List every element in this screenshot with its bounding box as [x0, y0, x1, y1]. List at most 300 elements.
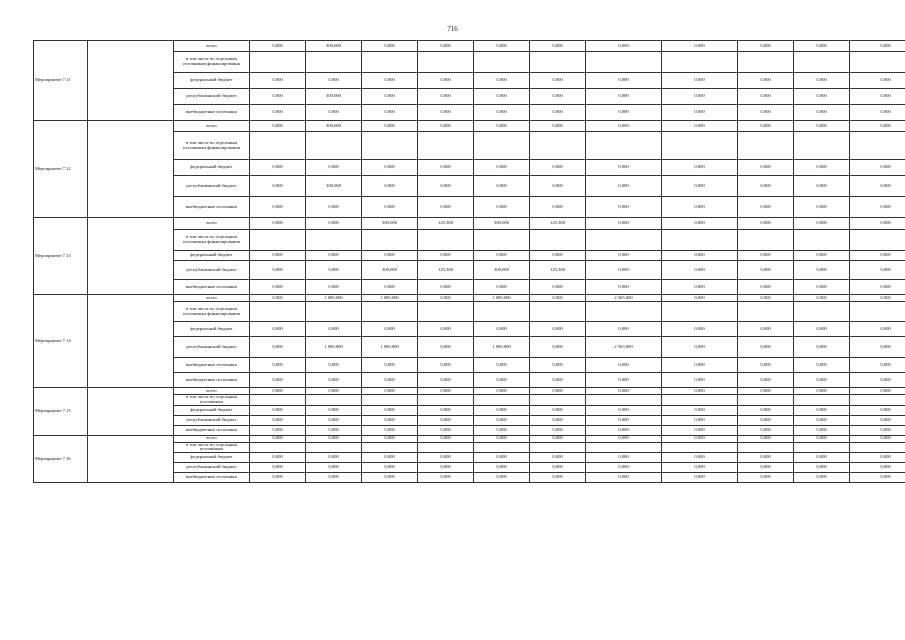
- amount-cell: 0,000: [530, 463, 586, 473]
- financing-table: [33, 40, 905, 483]
- amount-cell: 0,000: [850, 280, 905, 295]
- amount-cell: 0,000: [794, 425, 850, 435]
- amount-cell: 0,000: [362, 473, 418, 483]
- amount-cell: 0,000: [418, 251, 474, 261]
- amount-cell: 0,000: [662, 463, 738, 473]
- amount-cell: [362, 230, 418, 251]
- amount-cell: [474, 132, 530, 160]
- table-row: [34, 41, 905, 52]
- amount-cell: 0,000: [586, 261, 662, 280]
- funding-source: федеральный бюджет: [174, 73, 250, 89]
- amount-cell: 0,000: [530, 89, 586, 105]
- amount-cell: 0,000: [850, 358, 905, 373]
- amount-cell: 0,000: [738, 73, 794, 89]
- amount-cell: 125,300: [418, 218, 474, 230]
- amount-cell: 2 565,000: [586, 337, 662, 358]
- amount-cell: 0,000: [362, 463, 418, 473]
- amount-cell: [794, 302, 850, 322]
- amount-cell: 0,000: [306, 280, 362, 295]
- amount-cell: 0,000: [250, 251, 306, 261]
- amount-cell: 0,000: [794, 121, 850, 132]
- amount-cell: 0,000: [362, 251, 418, 261]
- amount-cell: 0,000: [662, 435, 738, 442]
- amount-cell: 0,000: [794, 453, 850, 463]
- table-row: [34, 218, 905, 230]
- amount-cell: 0,000: [306, 160, 362, 176]
- amount-cell: 0,000: [530, 176, 586, 197]
- amount-cell: 0,000: [850, 261, 905, 280]
- amount-cell: 0,000: [586, 176, 662, 197]
- amount-cell: 0,000: [662, 322, 738, 337]
- amount-cell: 0,000: [474, 197, 530, 218]
- amount-cell: [738, 395, 794, 406]
- funding-source: в том числе по отдельным источникам финансирования: [174, 230, 250, 251]
- amount-cell: 0,000: [662, 73, 738, 89]
- amount-cell: 0,000: [850, 89, 905, 105]
- amount-cell: 0,000: [794, 337, 850, 358]
- funding-source: всего: [174, 41, 250, 52]
- amount-cell: 0,000: [586, 453, 662, 463]
- amount-cell: 0,000: [794, 358, 850, 373]
- amount-cell: 0,000: [794, 388, 850, 395]
- amount-cell: 0,000: [474, 41, 530, 52]
- amount-cell: 0,000: [586, 121, 662, 132]
- amount-cell: 0,000: [738, 415, 794, 425]
- amount-cell: 0,000: [474, 322, 530, 337]
- table-row: [34, 435, 905, 442]
- amount-cell: [418, 442, 474, 453]
- amount-cell: 0,000: [738, 337, 794, 358]
- amount-cell: 0,000: [586, 160, 662, 176]
- amount-cell: [530, 302, 586, 322]
- amount-cell: [306, 52, 362, 73]
- amount-cell: 0,000: [362, 197, 418, 218]
- amount-cell: 0,000: [530, 453, 586, 463]
- amount-cell: 2 565,000: [586, 295, 662, 302]
- amount-cell: 0,000: [306, 463, 362, 473]
- amount-cell: 0,000: [738, 405, 794, 415]
- amount-cell: 0,000: [362, 388, 418, 395]
- amount-cell: 0,000: [738, 176, 794, 197]
- amount-cell: 0,000: [662, 176, 738, 197]
- amount-cell: 0,000: [530, 121, 586, 132]
- amount-cell: 0,000: [362, 176, 418, 197]
- amount-cell: [794, 230, 850, 251]
- funding-source: внебюджетные источники: [174, 280, 250, 295]
- amount-cell: 0,000: [306, 261, 362, 280]
- amount-cell: 0,000: [662, 337, 738, 358]
- amount-cell: 0,000: [662, 261, 738, 280]
- amount-cell: 0,000: [362, 405, 418, 415]
- amount-cell: 0,000: [586, 73, 662, 89]
- amount-cell: 300,000: [306, 121, 362, 132]
- amount-cell: 0,000: [474, 373, 530, 388]
- amount-cell: 1 000,000: [362, 295, 418, 302]
- amount-cell: 0,000: [418, 280, 474, 295]
- amount-cell: 0,000: [418, 435, 474, 442]
- funding-source: федеральный бюджет: [174, 160, 250, 176]
- amount-cell: [250, 442, 306, 453]
- amount-cell: 0,000: [850, 415, 905, 425]
- amount-cell: 1 000,000: [362, 337, 418, 358]
- amount-cell: 0,000: [794, 373, 850, 388]
- amount-cell: [306, 302, 362, 322]
- amount-cell: 0,000: [418, 160, 474, 176]
- activity-name: [88, 41, 174, 121]
- amount-cell: 0,000: [738, 435, 794, 442]
- amount-cell: 0,000: [362, 89, 418, 105]
- amount-cell: 0,000: [418, 358, 474, 373]
- activity-code: Мероприятие 7.16: [34, 435, 88, 483]
- amount-cell: 0,000: [250, 89, 306, 105]
- funding-source: республиканский бюджет: [174, 415, 250, 425]
- amount-cell: 0,000: [738, 473, 794, 483]
- amount-cell: 0,000: [794, 463, 850, 473]
- activity-name: [88, 121, 174, 218]
- amount-cell: 0,000: [850, 453, 905, 463]
- amount-cell: [474, 395, 530, 406]
- amount-cell: [530, 442, 586, 453]
- amount-cell: 0,000: [306, 322, 362, 337]
- funding-source: в том числе по отдельным источникам финансирования: [174, 302, 250, 322]
- amount-cell: [530, 132, 586, 160]
- amount-cell: 1 000,000: [474, 295, 530, 302]
- activity-name: [88, 388, 174, 436]
- amount-cell: 0,000: [362, 322, 418, 337]
- amount-cell: 0,000: [418, 41, 474, 52]
- amount-cell: 0,000: [738, 160, 794, 176]
- funding-source: в том числе по отдельным источникам финансирования: [174, 132, 250, 160]
- funding-source: федеральный бюджет: [174, 405, 250, 415]
- amount-cell: 0,000: [250, 197, 306, 218]
- amount-cell: [418, 395, 474, 406]
- amount-cell: [662, 132, 738, 160]
- amount-cell: 0,000: [474, 405, 530, 415]
- amount-cell: [738, 302, 794, 322]
- amount-cell: [850, 52, 905, 73]
- amount-cell: 0,000: [530, 41, 586, 52]
- amount-cell: 0,000: [794, 73, 850, 89]
- activity-code: Мероприятие 7.11: [34, 41, 88, 121]
- amount-cell: 0,000: [530, 425, 586, 435]
- amount-cell: 300,000: [362, 261, 418, 280]
- amount-cell: 0,000: [418, 322, 474, 337]
- amount-cell: [362, 302, 418, 322]
- amount-cell: 0,000: [250, 425, 306, 435]
- amount-cell: [418, 230, 474, 251]
- amount-cell: 0,000: [250, 41, 306, 52]
- amount-cell: 0,000: [306, 425, 362, 435]
- amount-cell: 0,000: [794, 405, 850, 415]
- amount-cell: 0,000: [306, 453, 362, 463]
- amount-cell: 0,000: [850, 405, 905, 415]
- amount-cell: 0,000: [662, 295, 738, 302]
- amount-cell: 0,000: [474, 121, 530, 132]
- amount-cell: 0,000: [662, 251, 738, 261]
- amount-cell: 0,000: [418, 197, 474, 218]
- amount-cell: 0,000: [530, 373, 586, 388]
- amount-cell: [362, 52, 418, 73]
- amount-cell: 0,000: [662, 89, 738, 105]
- amount-cell: 0,000: [662, 453, 738, 463]
- amount-cell: [738, 132, 794, 160]
- amount-cell: 0,000: [418, 463, 474, 473]
- amount-cell: 0,000: [418, 453, 474, 463]
- amount-cell: 0,000: [362, 373, 418, 388]
- amount-cell: 0,000: [530, 388, 586, 395]
- amount-cell: [586, 132, 662, 160]
- amount-cell: 0,000: [794, 218, 850, 230]
- amount-cell: 0,000: [738, 280, 794, 295]
- amount-cell: [586, 302, 662, 322]
- amount-cell: 0,000: [474, 280, 530, 295]
- amount-cell: 0,000: [474, 73, 530, 89]
- amount-cell: 0,000: [306, 415, 362, 425]
- amount-cell: 0,000: [586, 280, 662, 295]
- amount-cell: [662, 302, 738, 322]
- amount-cell: 0,000: [250, 218, 306, 230]
- amount-cell: 0,000: [586, 89, 662, 105]
- amount-cell: 0,000: [662, 405, 738, 415]
- amount-cell: 300,000: [306, 89, 362, 105]
- amount-cell: [530, 52, 586, 73]
- funding-source: внебюджетные источники: [174, 473, 250, 483]
- amount-cell: 0,000: [530, 251, 586, 261]
- amount-cell: 0,000: [662, 373, 738, 388]
- activity-code: Мероприятие 7.15: [34, 388, 88, 436]
- amount-cell: 0,000: [662, 218, 738, 230]
- amount-cell: [362, 395, 418, 406]
- amount-cell: 0,000: [362, 435, 418, 442]
- amount-cell: 0,000: [738, 261, 794, 280]
- amount-cell: 300,000: [306, 176, 362, 197]
- amount-cell: 0,000: [306, 358, 362, 373]
- amount-cell: 0,000: [530, 197, 586, 218]
- amount-cell: 0,000: [250, 121, 306, 132]
- amount-cell: 0,000: [586, 41, 662, 52]
- amount-cell: 0,000: [794, 280, 850, 295]
- amount-cell: 0,000: [306, 373, 362, 388]
- amount-cell: [586, 395, 662, 406]
- amount-cell: 0,000: [474, 358, 530, 373]
- amount-cell: 0,000: [738, 251, 794, 261]
- amount-cell: [850, 442, 905, 453]
- amount-cell: 0,000: [662, 105, 738, 121]
- amount-cell: 0,000: [662, 473, 738, 483]
- amount-cell: 0,000: [794, 415, 850, 425]
- page-number: 716: [447, 25, 458, 33]
- amount-cell: 0,000: [530, 160, 586, 176]
- amount-cell: 0,000: [530, 322, 586, 337]
- amount-cell: 0,000: [850, 388, 905, 395]
- amount-cell: 0,000: [850, 425, 905, 435]
- funding-source: внебюджетные источники: [174, 358, 250, 373]
- funding-source: республиканский бюджет: [174, 337, 250, 358]
- amount-cell: 0,000: [418, 415, 474, 425]
- amount-cell: 0,000: [250, 160, 306, 176]
- table-row: [34, 121, 905, 132]
- amount-cell: 0,000: [418, 337, 474, 358]
- amount-cell: [586, 230, 662, 251]
- amount-cell: 125,300: [530, 261, 586, 280]
- funding-source: всего: [174, 388, 250, 395]
- funding-source: федеральный бюджет: [174, 251, 250, 261]
- amount-cell: [306, 395, 362, 406]
- amount-cell: 0,000: [586, 415, 662, 425]
- amount-cell: 300,000: [362, 218, 418, 230]
- funding-source: республиканский бюджет: [174, 463, 250, 473]
- amount-cell: [738, 230, 794, 251]
- activity-name: [88, 295, 174, 388]
- amount-cell: [794, 132, 850, 160]
- amount-cell: 0,000: [662, 160, 738, 176]
- amount-cell: 0,000: [738, 358, 794, 373]
- amount-cell: 0,000: [738, 373, 794, 388]
- amount-cell: [738, 442, 794, 453]
- amount-cell: 0,000: [850, 218, 905, 230]
- amount-cell: [662, 442, 738, 453]
- amount-cell: 0,000: [418, 121, 474, 132]
- amount-cell: [250, 52, 306, 73]
- amount-cell: 0,000: [738, 388, 794, 395]
- amount-cell: 0,000: [250, 415, 306, 425]
- amount-cell: 0,000: [738, 197, 794, 218]
- amount-cell: 0,000: [794, 160, 850, 176]
- amount-cell: 0,000: [530, 73, 586, 89]
- amount-cell: 300,000: [474, 261, 530, 280]
- amount-cell: [586, 442, 662, 453]
- funding-source: федеральный бюджет: [174, 453, 250, 463]
- amount-cell: [530, 395, 586, 406]
- amount-cell: [306, 230, 362, 251]
- amount-cell: 0,000: [850, 197, 905, 218]
- amount-cell: [418, 302, 474, 322]
- amount-cell: 0,000: [850, 463, 905, 473]
- amount-cell: 0,000: [794, 41, 850, 52]
- amount-cell: 0,000: [306, 105, 362, 121]
- activity-code: Мероприятие 7.12: [34, 121, 88, 218]
- amount-cell: 0,000: [662, 415, 738, 425]
- amount-cell: 0,000: [306, 388, 362, 395]
- amount-cell: 0,000: [662, 121, 738, 132]
- amount-cell: 0,000: [794, 435, 850, 442]
- amount-cell: [306, 132, 362, 160]
- amount-cell: 0,000: [738, 295, 794, 302]
- amount-cell: [662, 52, 738, 73]
- activity-name: [88, 218, 174, 295]
- amount-cell: 0,000: [530, 358, 586, 373]
- amount-cell: 0,000: [794, 295, 850, 302]
- amount-cell: [250, 132, 306, 160]
- amount-cell: 0,000: [794, 105, 850, 121]
- amount-cell: 0,000: [586, 425, 662, 435]
- amount-cell: 0,000: [250, 463, 306, 473]
- amount-cell: 0,000: [362, 121, 418, 132]
- amount-cell: 0,000: [306, 405, 362, 415]
- amount-cell: 0,000: [738, 322, 794, 337]
- amount-cell: 0,000: [418, 73, 474, 89]
- amount-cell: 0,000: [250, 322, 306, 337]
- amount-cell: [738, 52, 794, 73]
- amount-cell: [418, 52, 474, 73]
- funding-source: всего: [174, 435, 250, 442]
- amount-cell: 0,000: [306, 197, 362, 218]
- amount-cell: 0,000: [586, 463, 662, 473]
- amount-cell: 0,000: [250, 295, 306, 302]
- amount-cell: [850, 302, 905, 322]
- funding-source: федеральный бюджет: [174, 322, 250, 337]
- activity-code: Мероприятие 7.13: [34, 218, 88, 295]
- amount-cell: 0,000: [250, 261, 306, 280]
- amount-cell: [794, 52, 850, 73]
- funding-source: республиканский бюджет: [174, 176, 250, 197]
- funding-source: республиканский бюджет: [174, 89, 250, 105]
- amount-cell: 0,000: [250, 337, 306, 358]
- amount-cell: 0,000: [662, 280, 738, 295]
- amount-cell: 0,000: [418, 473, 474, 483]
- amount-cell: 300,000: [306, 41, 362, 52]
- amount-cell: 0,000: [530, 295, 586, 302]
- amount-cell: 0,000: [738, 121, 794, 132]
- amount-cell: [662, 230, 738, 251]
- amount-cell: 125,300: [418, 261, 474, 280]
- amount-cell: 0,000: [850, 295, 905, 302]
- activity-code: Мероприятие 7.14: [34, 295, 88, 388]
- amount-cell: 0,000: [474, 435, 530, 442]
- amount-cell: [474, 302, 530, 322]
- amount-cell: 0,000: [662, 425, 738, 435]
- amount-cell: 0,000: [586, 322, 662, 337]
- amount-cell: 0,000: [474, 251, 530, 261]
- amount-cell: 0,000: [250, 373, 306, 388]
- amount-cell: 125,300: [530, 218, 586, 230]
- amount-cell: 0,000: [474, 176, 530, 197]
- amount-cell: 0,000: [794, 89, 850, 105]
- amount-cell: 0,000: [794, 251, 850, 261]
- amount-cell: [586, 52, 662, 73]
- amount-cell: 0,000: [586, 197, 662, 218]
- funding-source: в том числе по отдельным источникам: [174, 395, 250, 406]
- amount-cell: 0,000: [586, 473, 662, 483]
- amount-cell: 0,000: [662, 358, 738, 373]
- amount-cell: 0,000: [586, 251, 662, 261]
- amount-cell: [662, 395, 738, 406]
- amount-cell: 0,000: [306, 251, 362, 261]
- amount-cell: 0,000: [738, 105, 794, 121]
- amount-cell: [530, 230, 586, 251]
- amount-cell: 0,000: [850, 121, 905, 132]
- amount-cell: 0,000: [250, 73, 306, 89]
- amount-cell: 0,000: [738, 453, 794, 463]
- amount-cell: 0,000: [794, 322, 850, 337]
- amount-cell: 0,000: [362, 280, 418, 295]
- amount-cell: [474, 442, 530, 453]
- amount-cell: 0,000: [362, 453, 418, 463]
- amount-cell: 0,000: [850, 105, 905, 121]
- funding-source: республиканский бюджет: [174, 261, 250, 280]
- amount-cell: [850, 230, 905, 251]
- amount-cell: [850, 395, 905, 406]
- amount-cell: 0,000: [794, 261, 850, 280]
- amount-cell: 0,000: [530, 337, 586, 358]
- amount-cell: 0,000: [530, 435, 586, 442]
- amount-cell: 0,000: [586, 405, 662, 415]
- funding-source: всего: [174, 295, 250, 302]
- amount-cell: [306, 442, 362, 453]
- amount-cell: 0,000: [418, 405, 474, 415]
- amount-cell: 300,000: [474, 218, 530, 230]
- amount-cell: 0,000: [418, 295, 474, 302]
